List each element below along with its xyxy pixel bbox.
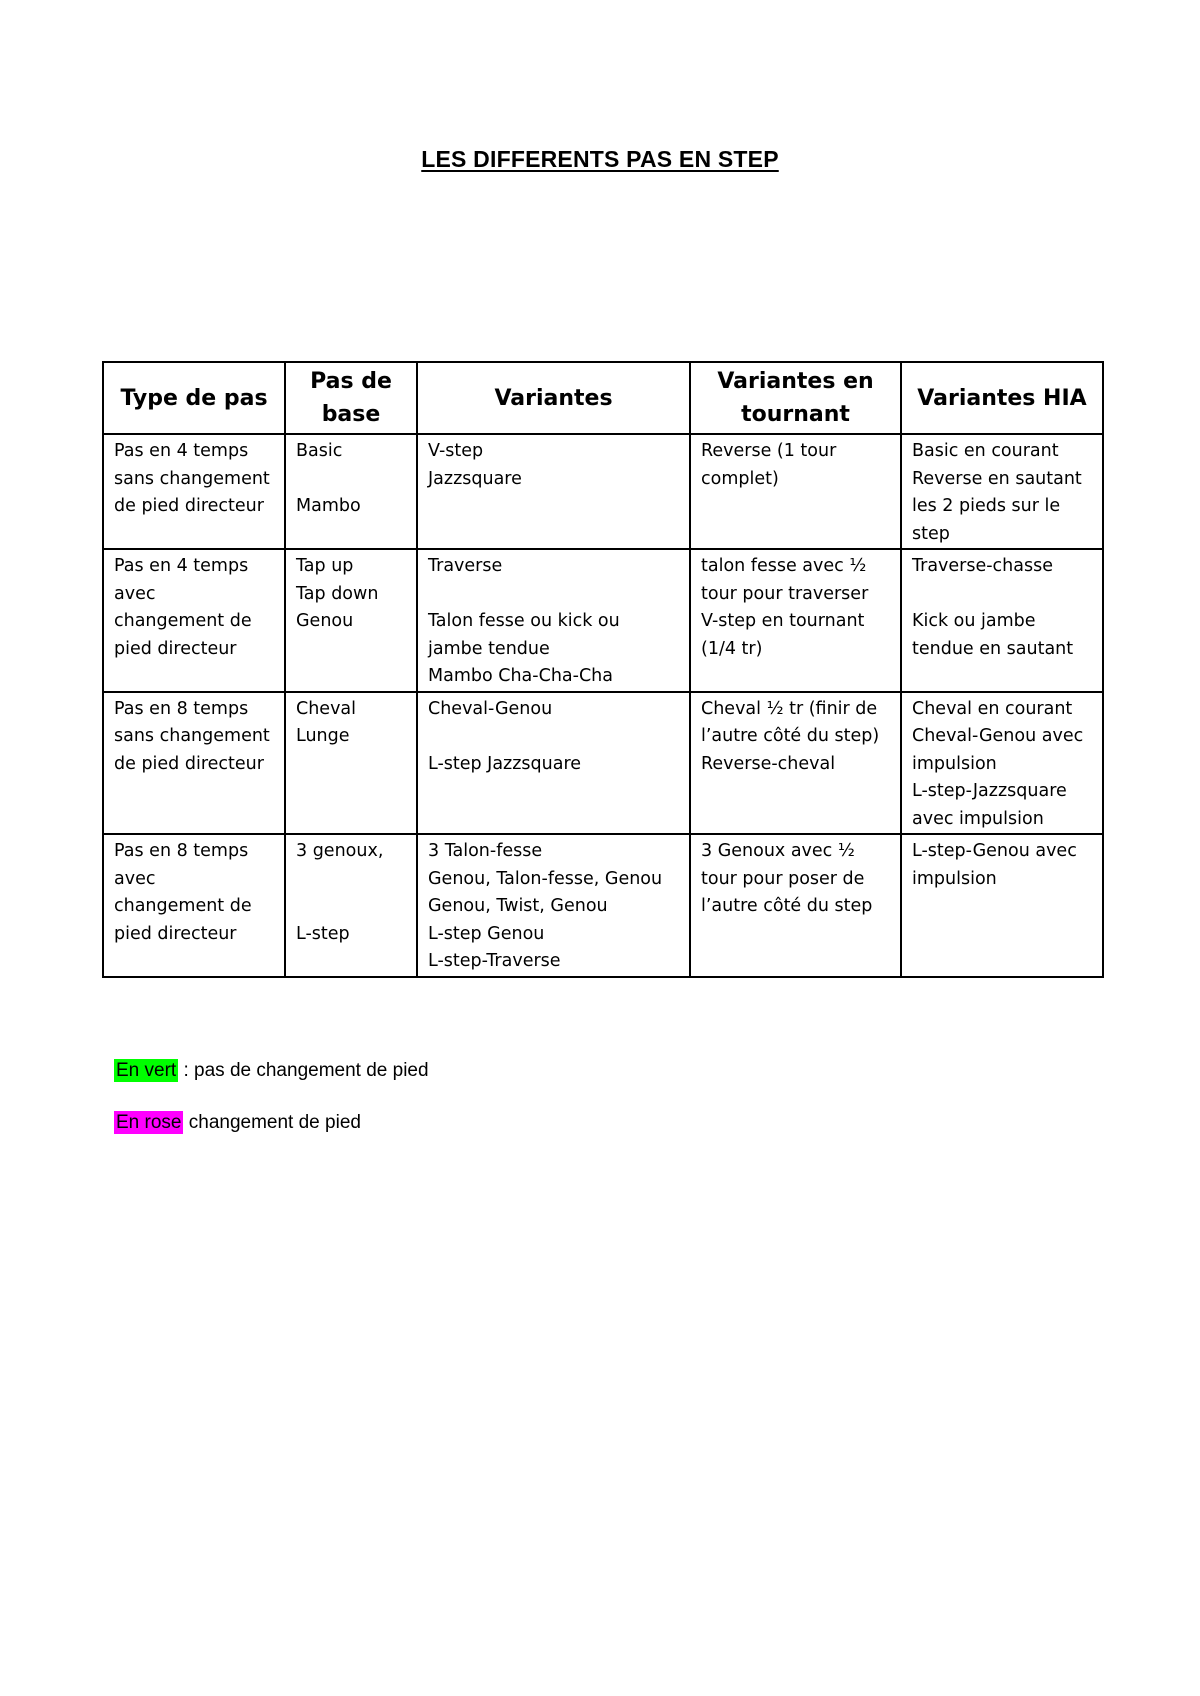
header-type-de-pas: Type de pas [103, 362, 285, 434]
header-variantes: Variantes [417, 362, 690, 434]
legend-green [114, 1058, 429, 1084]
table-row [103, 549, 1103, 692]
header-pas-de-base: Pas de base [285, 362, 417, 434]
table-cell: V-step Jazzsquare [417, 434, 690, 549]
table-cell: Pas en 8 temps avec changement de pied directeur [103, 834, 285, 977]
table-cell: Basic en courant Reverse en sautant les 2 pieds sur le step [901, 434, 1103, 549]
table-cell: 3 Genoux avec ½ tour pour poser de l’autre côté du step [690, 834, 901, 977]
legend-pink-label: En rose [116, 1112, 182, 1133]
table-cell: 3 genoux, L-step [285, 834, 417, 977]
table-cell: Reverse (1 tour complet) [690, 434, 901, 549]
table-cell: Traverse-chasse Kick ou jambe tendue en sautant [901, 549, 1103, 692]
table-cell: Cheval ½ tr (finir de l’autre côté du step) Reverse-cheval [690, 692, 901, 835]
legend-pink [114, 1110, 361, 1136]
table-header-row [103, 362, 1103, 434]
legend-green-label: En vert [116, 1060, 177, 1081]
table-row [103, 434, 1103, 549]
page-title: LES DIFFERENTS PAS EN STEP [421, 146, 779, 172]
table-cell: talon fesse avec ½ tour pour traverser V-step en tournant (1/4 tr) [690, 549, 901, 692]
table-cell: Pas en 4 temps avec changement de pied directeur [103, 549, 285, 692]
header-variantes-en-tournant: Variantes en tournant [690, 362, 901, 434]
table-cell: Pas en 4 temps sans changement de pied directeur [103, 434, 285, 549]
table-cell: Cheval Lunge [285, 692, 417, 835]
table-row [103, 692, 1103, 835]
table-cell: Basic Mambo [285, 434, 417, 549]
header-variantes-hia: Variantes HIA [901, 362, 1103, 434]
legend-pink-text: changement de pied [183, 1112, 361, 1133]
table-cell: Pas en 8 temps sans changement de pied directeur [103, 692, 285, 835]
table-cell: Tap up Tap down Genou [285, 549, 417, 692]
table-cell: L-step-Genou avec impulsion [901, 834, 1103, 977]
table-cell: Cheval en courant Cheval-Genou avec impulsion L-step-Jazzsquare avec impulsion [901, 692, 1103, 835]
table-row [103, 834, 1103, 977]
table-cell: Traverse Talon fesse ou kick ou jambe tendue Mambo Cha-Cha-Cha [417, 549, 690, 692]
legend-green-text: : pas de changement de pied [178, 1060, 429, 1081]
table-cell: 3 Talon-fesse Genou, Talon-fesse, Genou Genou, Twist, Genou L-step Genou L-step-Traverse [417, 834, 690, 977]
table-cell: Cheval-Genou L-step Jazzsquare [417, 692, 690, 835]
steps-table [102, 361, 1104, 978]
